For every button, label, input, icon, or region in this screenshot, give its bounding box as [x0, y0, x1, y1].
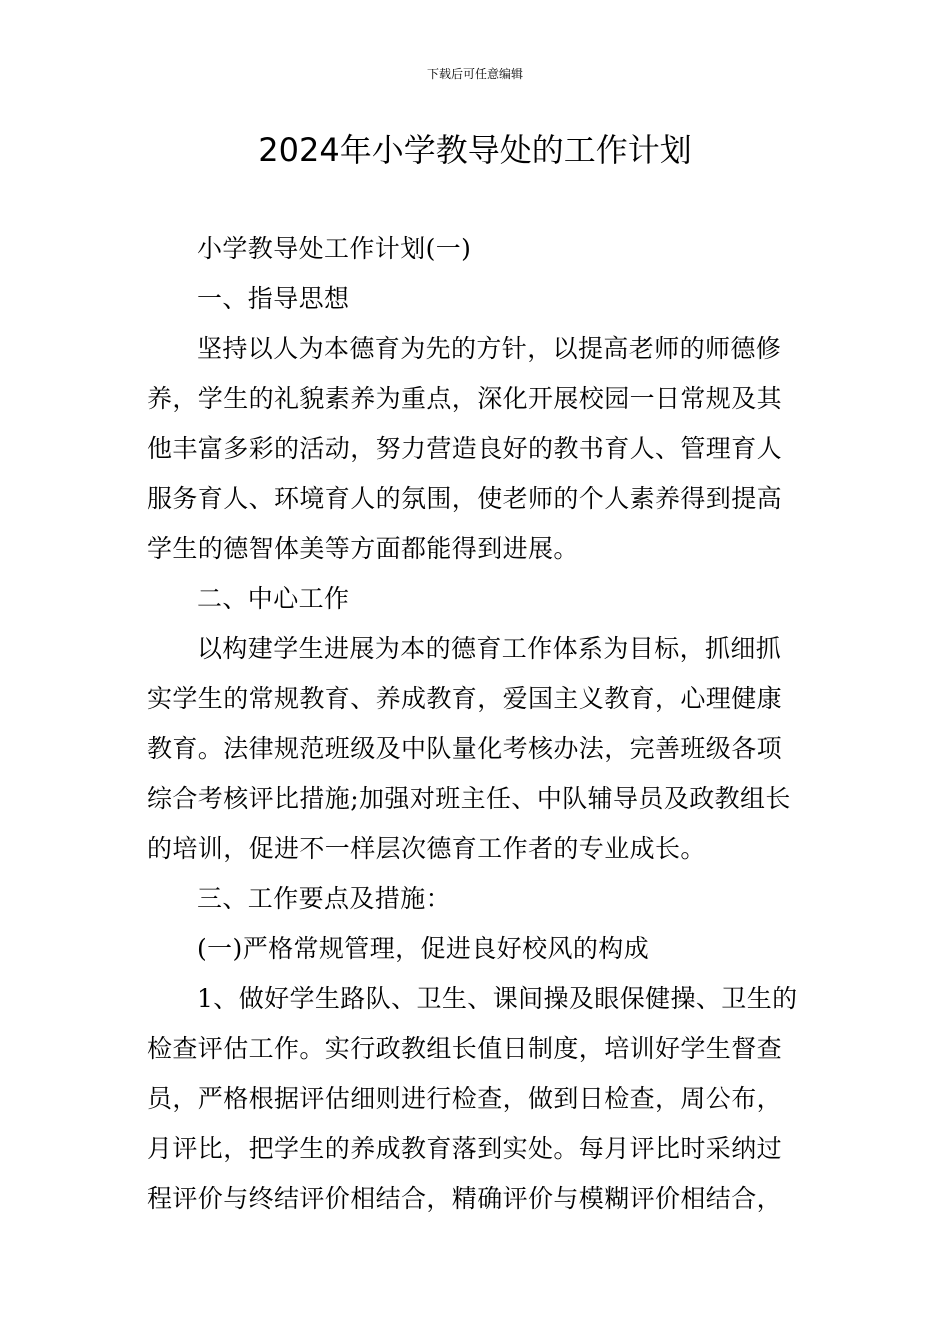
paragraph-line: 学生的德智体美等方面都能得到进展。	[147, 534, 579, 563]
subsection-heading: (一)严格常规管理，促进良好校风的构成	[197, 934, 650, 963]
paragraph-line: 月评比，把学生的养成教育落到实处。每月评比时采纳过	[147, 1134, 783, 1163]
document-title: 2024年小学教导处的工作计划	[258, 131, 692, 169]
paragraph-line: 服务育人、环境育人的氛围，使老师的个人素养得到提高	[147, 484, 783, 513]
section-heading: 三、工作要点及措施：	[197, 884, 452, 913]
paragraph-line: 坚持以人为本德育为先的方针，以提高老师的师德修	[197, 334, 782, 363]
paragraph-line: 程评价与终结评价相结合，精确评价与模糊评价相结合，	[147, 1184, 783, 1213]
paragraph-line: 检查评估工作。实行政教组长值日制度，培训好学生督查	[147, 1034, 783, 1063]
page-header-note: 下载后可任意编辑	[426, 67, 523, 81]
paragraph-line: 教育。法律规范班级及中队量化考核办法，完善班级各项	[147, 734, 783, 763]
paragraph-line: 以构建学生进展为本的德育工作体系为目标，抓细抓	[197, 634, 782, 663]
paragraph-line: 养，学生的礼貌素养为重点，深化开展校园一日常规及其	[147, 384, 783, 413]
section-heading: 一、指导思想	[197, 284, 350, 313]
paragraph-line: 实学生的常规教育、养成教育，爱国主义教育，心理健康	[147, 684, 783, 713]
paragraph-line: 综合考核评比措施;加强对班主任、中队辅导员及政教组长	[147, 784, 791, 813]
paragraph-line: 的培训，促进不一样层次德育工作者的专业成长。	[147, 834, 706, 863]
paragraph-line: 他丰富多彩的活动，努力营造良好的教书育人、管理育人	[147, 434, 783, 463]
paragraph-line: 1、做好学生路队、卫生、课间操及眼保健操、卫生的	[197, 984, 798, 1013]
paragraph-line: 员，严格根据评估细则进行检查，做到日检查，周公布，	[147, 1084, 783, 1113]
section-heading: 二、中心工作	[197, 584, 350, 613]
section-heading: 小学教导处工作计划(一)	[197, 234, 472, 263]
document-body	[147, 224, 807, 1224]
